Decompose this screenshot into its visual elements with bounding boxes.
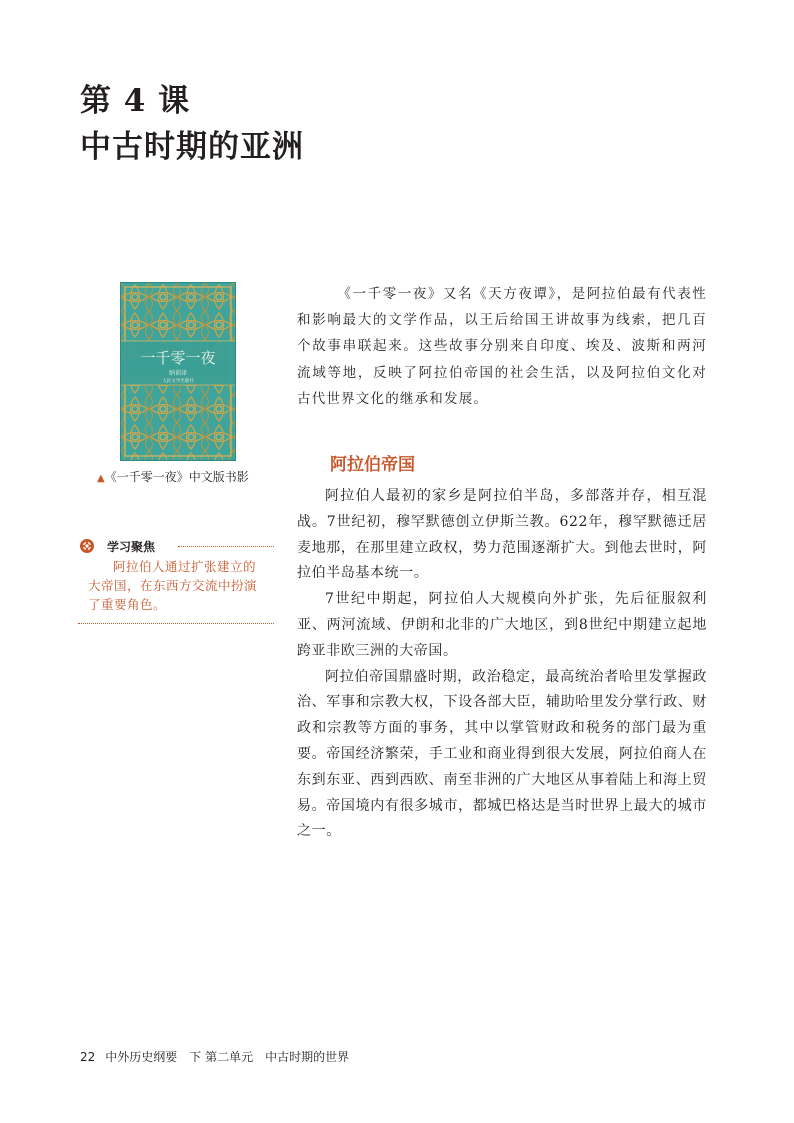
- caption-triangle-icon: ▲: [97, 473, 105, 484]
- lesson-title: [80, 78, 304, 170]
- cover-subtitle-text: 纳训译: [168, 370, 188, 377]
- cover-title-text: 一千零一夜: [140, 349, 216, 367]
- page-number: 22: [80, 1050, 96, 1064]
- footer-text: 中外历史纲要 下 第二单元 中古时期的世界: [105, 1050, 350, 1064]
- section-body: [297, 484, 707, 845]
- lesson-name: 中古时期的亚洲: [80, 129, 304, 165]
- body-paragraph: 7世纪中期起，阿拉伯人大规模向外扩张，先后征服叙利亚、两河流域、伊朗和北非的广大地区，到8世纪中期建立起地跨亚非欧三洲的大帝国。: [297, 591, 707, 659]
- cover-caption: [97, 468, 277, 485]
- page-footer: [80, 1048, 349, 1065]
- learning-focus-box: [78, 537, 274, 624]
- focus-target-icon: [79, 538, 95, 554]
- intro-paragraph: 《一千零一夜》又名《天方夜谭》，是阿拉伯最有代表性和影响最大的文学作品，以王后给国王讲故事为线索，把几百个故事串联起来。这些故事分别来自印度、埃及、波斯和两河流域等地，反映了阿拉伯帝国的社会生活，以及阿拉伯文化对古代世界文化的继承和发展。: [297, 286, 707, 407]
- focus-divider-top: [178, 546, 274, 547]
- cover-caption-text: 《一千零一夜》中文版书影: [104, 470, 249, 484]
- focus-divider-bottom: [78, 623, 274, 624]
- book-cover-image: [121, 283, 235, 460]
- section-heading: 阿拉伯帝国: [330, 455, 415, 475]
- learning-focus-label: 学习聚焦: [107, 539, 156, 554]
- cover-publisher-text: 人民文学出版社: [162, 379, 194, 384]
- lesson-number: 第 4 课: [80, 83, 191, 119]
- learning-focus-text: 阿拉伯人通过扩张建立的大帝国，在东西方交流中扮演了重要角色。: [88, 559, 258, 612]
- body-paragraph: 阿拉伯帝国鼎盛时期，政治稳定，最高统治者哈里发掌握政治、军事和宗教大权，下设各部大臣，辅助哈里发分掌行政、财政和宗教等方面的事务，其中以掌管财政和税务的部门最为重要。帝国经济繁荣，手工业和商业得到很大发展，阿拉伯商人在东到东亚、西到西欧、南至非洲的广大地区从事着陆上和海上贸易。帝国境内有很多城市，都城巴格达是当时世界上最大的城市之一。: [297, 668, 707, 840]
- body-paragraph: 阿拉伯人最初的家乡是阿拉伯半岛，多部落并存，相互混战。7世纪初，穆罕默德创立伊斯兰教。622年，穆罕默德迁居麦地那，在那里建立政权，势力范围逐渐扩大。到他去世时，阿拉伯半岛基本统一。: [297, 488, 707, 582]
